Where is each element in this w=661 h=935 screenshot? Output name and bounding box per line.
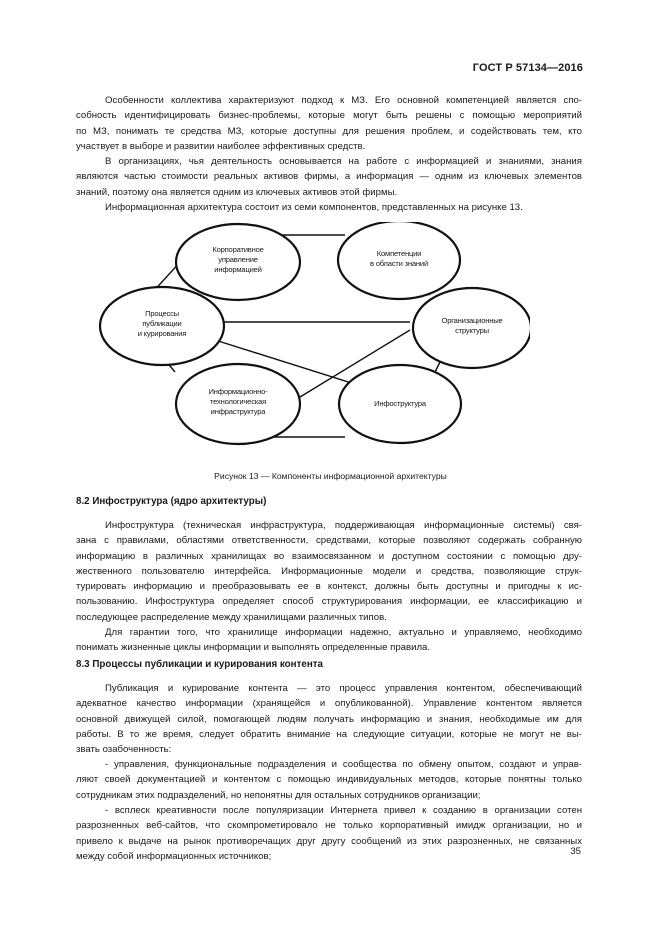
node-label-line: и курирования (137, 329, 187, 338)
intro-paragraph-1 (76, 93, 582, 154)
section-heading-8-2: 8.2 Инфоструктура (ядро архитектуры) (76, 496, 267, 507)
node-it-infrastructure (176, 387, 300, 417)
text-line: собность идентифицировать бизнес-проблемы, которые могут быть решены с помощью мероприятий (76, 110, 582, 122)
text-line: пользованию. Инфоструктура определяет способ структурирования информации, ее классификацию и (76, 596, 582, 608)
text-line: последующее распределение между хранилищами различных типов. (76, 611, 387, 623)
node-corporate-info-management (176, 245, 300, 275)
node-publication-curation (100, 309, 224, 339)
page-number: 35 (570, 846, 581, 857)
node-label-line: Информационно- (208, 387, 268, 396)
text-line: привело к выдаче на рынок противоречащих друг другу сообщений из этих разрозненных, не связанных (76, 835, 582, 847)
text-line: адекватное качество информации (хранящейся и опубликованной). Управление контентом является (76, 698, 582, 710)
text-line: жественного пользователю интерфейса. Информационные модели и средства, позволяющие струк- (76, 565, 582, 577)
text-line: В организациях, чья деятельность основывается на работе с информацией и знаниями, знания (105, 156, 582, 167)
text-line: являются частью стоимости реальных активов фирмы, а информация — одним из ключевых элементов (76, 171, 582, 183)
node-label-line: инфраструктура (210, 407, 266, 416)
text-line: Инфоструктура (техническая инфраструктура, поддерживающая информационные системы) свя- (105, 520, 582, 531)
node-label-line: информацией (214, 265, 262, 274)
diagram-graphics (90, 222, 530, 462)
node-label-line: технологическая (209, 397, 267, 406)
node-label-line: в области знаний (369, 259, 429, 268)
intro-paragraph-3 (76, 200, 582, 215)
text-line: работы. В то же время, следует обратить внимание на следующие ситуации, которые не могут не вы- (76, 728, 582, 740)
node-knowledge-competence (338, 249, 460, 269)
bullet-item-1 (76, 757, 582, 803)
text-line: ляют своей документацией и контентом с помощью индивидуальных методов, которые понятны только (76, 774, 582, 786)
text-line: между собой информационных источников; (76, 850, 272, 862)
text-line: понимать жизненные циклы информации и выполнять определенные правила. (76, 642, 431, 654)
text-line: информацию в различных хранилищах во взаимосвязанном и доступном состоянии с помощью дру- (76, 550, 582, 562)
intro-paragraph-2 (76, 154, 582, 200)
node-label-line: Компетенции (376, 249, 422, 258)
text-line: участвует в выборе и развитии наиболее эффективных средств. (76, 140, 366, 152)
text-line: Публикация и курирование контента — это процесс управления контентом, обеспечивающий (105, 683, 582, 694)
text-line: Особенности коллектива характеризуют подход к МЗ. Его основной компетенцией является спо- (105, 95, 582, 106)
section-8-3-paragraph-1 (76, 681, 582, 757)
text-line: зана с правилами, областями ответственности, средствами, которые позволяют содержать собранную (76, 535, 582, 547)
text-line: Для гарантии того, что хранилище информации надежно, актуально и управляемо, необходимо (105, 627, 582, 638)
node-label-line: публикации (142, 319, 182, 328)
node-label-line: управление (218, 255, 258, 264)
section-8-2-paragraph-1 (76, 518, 582, 625)
node-label-line: Организационные (441, 316, 503, 325)
text-line: основной движущей силой, помогающей людям получать информацию и знания, необходимые им для (76, 713, 582, 725)
node-label-line: структуры (455, 326, 489, 335)
bullet-item-2 (76, 803, 582, 864)
architecture-diagram (90, 222, 530, 462)
node-infostructure (339, 399, 461, 409)
text-line: сотрудникам этих подразделений, но непонятны для остальных сотрудников организации; (76, 789, 481, 801)
node-label-line: Корпоративное (212, 245, 264, 254)
text-line: разрозненных веб-сайтов, что скомпрометировало не только корпоративный имидж организации, но и (76, 820, 582, 832)
text-line: звать озабоченность: (76, 744, 172, 756)
figure-caption: Рисунок 13 — Компоненты информационной архитектуры (214, 471, 447, 481)
node-label-line: Инфоструктура (374, 399, 426, 408)
text-line: - всплеск креативности после популяризации Интернета привел к созданию в организации сотен (105, 805, 582, 816)
standard-code: ГОСТ Р 57134—2016 (472, 62, 583, 74)
node-org-structures (413, 316, 531, 336)
text-line: турировать информацию и преобразовывать ее в контекст, должны быть доступны и пригодны к ис- (76, 581, 582, 593)
text-line: знаний, поэтому она является одним из ключевых активов этой фирмы. (76, 186, 398, 198)
section-heading-8-3: 8.3 Процессы публикации и курирования контента (76, 659, 323, 670)
text-line: - управления, функциональные подразделения и сообщества по обмену опытом, создают и управ- (105, 759, 582, 770)
node-label-line: Процессы (145, 309, 179, 318)
text-line: по МЗ, понимать те средства МЗ, которые доступны для решения проблем, и содействовать тем, кто (76, 125, 582, 137)
section-8-2-paragraph-2 (76, 625, 582, 656)
text-line: Информационная архитектура состоит из семи компонентов, представленных на рисунке 13. (105, 202, 523, 213)
